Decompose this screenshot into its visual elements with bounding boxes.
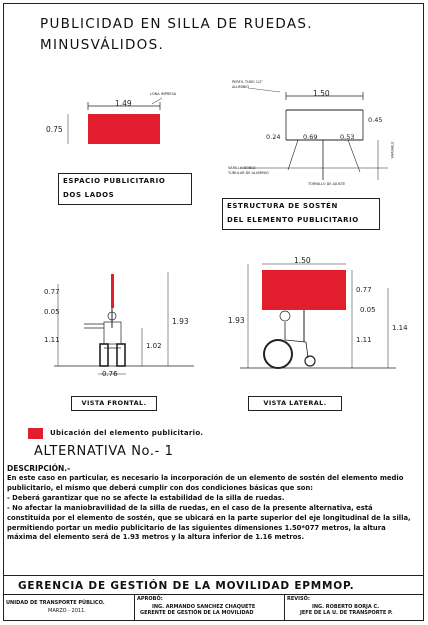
- description-title: DESCRIPCIÓN.-: [7, 464, 71, 473]
- support-caption-line-2: DEL ELEMENTO PUBLICITARIO: [227, 216, 359, 224]
- ad-width-label: 1.49: [115, 99, 132, 108]
- front-view-caption: VISTA FRONTAL.: [71, 396, 157, 411]
- title-line-2: MINUSVÁLIDOS.: [40, 37, 165, 53]
- ad-space-caption: [58, 173, 192, 205]
- side-dim-mid: 0.05: [360, 306, 376, 314]
- support-note-right: VARIABLE: [390, 141, 395, 159]
- ad-height-label: 0.75: [46, 125, 63, 134]
- footer-approved-label: APROBÓ:: [137, 596, 163, 602]
- legend-text: Ubicación del elemento publicitario.: [50, 429, 204, 437]
- ad-panel-red: [88, 114, 160, 144]
- front-ad-panel: [111, 274, 114, 308]
- footer-divider-2: [284, 594, 285, 621]
- front-view: [44, 268, 204, 388]
- footer-approved-name: ING. ARMANDO SANCHEZ CHAQUETE: [152, 604, 256, 610]
- ad-caption-line-1: ESPACIO PUBLICITARIO: [63, 177, 166, 185]
- support-note-left-2: TUBULAR DE ALUMINIO: [228, 171, 269, 175]
- support-note-top-2: ALUMINIO: [232, 85, 250, 89]
- footer-date: MARZO - 2011.: [48, 608, 86, 614]
- front-dim-mid: 0.05: [44, 308, 60, 316]
- support-note-bottom: TORNILLO DE AJUSTE: [308, 182, 346, 186]
- ad-note-top: LONA IMPRESA: [150, 92, 177, 96]
- description-paragraph-1: En este caso en particular, es necesario la incorporación de un elemento de sostén del elemento medio publicitario, el mismo que deberá cumplir con dos condiciones básicas que son:: [7, 474, 404, 492]
- page-title: [40, 14, 313, 56]
- support-seg-1: 0.24: [266, 133, 281, 141]
- side-view-drawing: [228, 258, 413, 388]
- side-view-caption: VISTA LATERAL.: [248, 396, 342, 411]
- support-note-left: VARILLA DOBLE: [228, 166, 256, 170]
- footer-title: GERENCIA DE GESTIÓN DE LA MOVILIDAD EPMMOP.: [18, 580, 355, 592]
- support-seg-3: 0.53: [340, 133, 355, 141]
- support-caption: [222, 198, 380, 230]
- front-dim-low: 1.11: [44, 336, 60, 344]
- side-dim-total: 1.93: [228, 316, 245, 325]
- side-dim-top: 0.77: [356, 286, 372, 294]
- description-paragraph-3: - No afectar la maniobravilidad de la silla de ruedas, en el caso de la presente alternativa, está constituida por el elemento de sostén, que se ubicará en la parte superior del eje longitudinal de la silla, permitiendo portar un medio publicitario de las siguientes dimensiones 1.50*077 metros, la altura máxima del elemento será de 1.93 metros y la altura inferior de 1.16 metros.: [7, 503, 411, 542]
- support-caption-line-1: ESTRUCTURA DE SOSTÉN: [227, 202, 338, 210]
- diagram-support-structure: [228, 80, 403, 190]
- support-seg-2: 0.69: [303, 133, 318, 141]
- title-line-1: PUBLICIDAD EN SILLA DE RUEDAS.: [40, 16, 313, 32]
- ad-caption-line-2: DOS LADOS: [63, 191, 115, 199]
- side-dim-right: 1.14: [392, 324, 408, 332]
- support-width-label: 1.50: [313, 89, 330, 98]
- front-dim-seat: 1.02: [146, 342, 162, 350]
- footer-divider-1: [134, 594, 135, 621]
- side-dim-low: 1.11: [356, 336, 372, 344]
- front-view-drawing: [44, 268, 204, 388]
- footer-mid-rule: [3, 594, 424, 595]
- side-view: [228, 258, 413, 388]
- footer-reviewed-label: REVISÓ:: [287, 596, 310, 602]
- footer-approved-role: GERENTE DE GESTIÓN DE LA MOVILIDAD: [140, 610, 254, 616]
- footer-top-rule: [3, 575, 424, 576]
- footer-reviewed-role: JEFE DE LA U. DE TRANSPORTE P.: [300, 610, 393, 616]
- legend-swatch: [28, 428, 43, 439]
- footer-reviewed-name: ING. ROBERTO BORJA C.: [312, 604, 380, 610]
- side-ad-panel: [262, 270, 346, 310]
- front-dim-width: 0.76: [102, 370, 118, 378]
- footer-unit: UNIDAD DE TRANSPORTE PÚBLICO.: [6, 600, 105, 606]
- description-body: [7, 474, 417, 543]
- front-dim-total: 1.93: [172, 317, 189, 326]
- front-dim-top: 0.77: [44, 288, 60, 296]
- diagram-ad-space: [40, 92, 200, 162]
- support-height-label: 0.45: [368, 116, 383, 124]
- description-paragraph-2: - Deberá garantizar que no se afecte la estabilidad de la silla de ruedas.: [7, 493, 285, 502]
- support-note-top: PERFIL TUBO 1/2": [232, 80, 264, 84]
- side-width-label: 1.50: [294, 256, 311, 265]
- alternative-heading: ALTERNATIVA No.- 1: [34, 444, 174, 459]
